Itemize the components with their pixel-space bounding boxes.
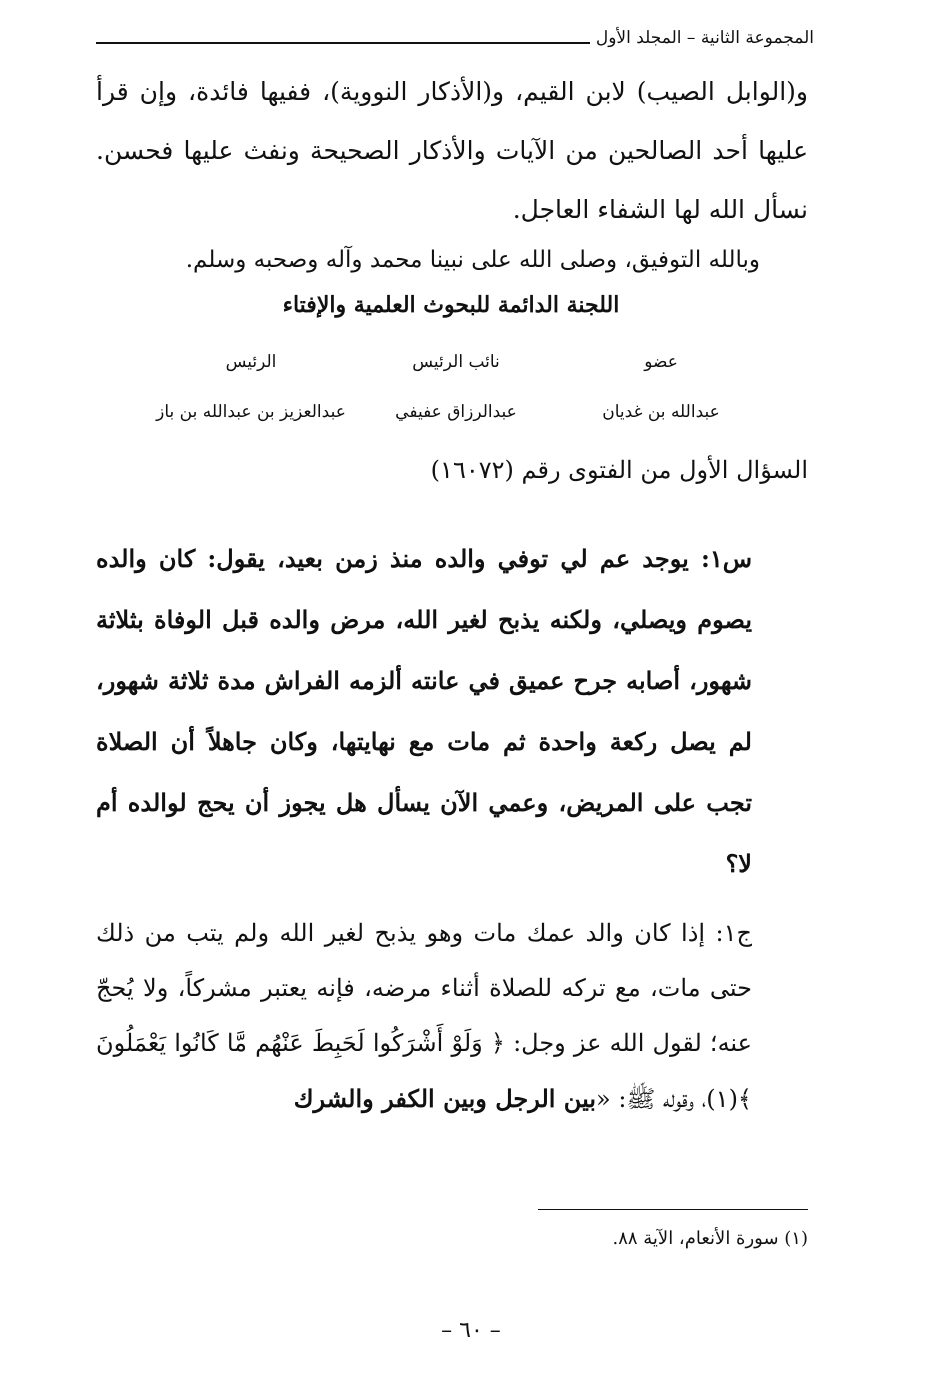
footnote: (١) سورة الأنعام، الآية ٨٨.	[612, 1228, 808, 1249]
role-deputy-chairman: نائب الرئيس	[412, 352, 500, 372]
name-member: عبدالله بن غديان	[602, 402, 720, 422]
hadith-quote: بين الرجل وبين الكفر والشرك	[293, 1084, 596, 1113]
running-header	[96, 10, 814, 50]
signatory-roles	[150, 340, 762, 372]
committee-title: اللجنة الدائمة للبحوث العلمية والإفتاء	[282, 292, 620, 318]
header-rule	[96, 42, 590, 44]
signatories-block	[150, 340, 762, 422]
fatwa-heading: السؤال الأول من الفتوى رقم (١٦٠٧٢)	[430, 456, 808, 484]
answer-text	[96, 906, 752, 1127]
signatory-names	[150, 378, 762, 422]
role-member: عضو	[644, 352, 678, 372]
name-deputy-chairman: عبدالرزاق عفيفي	[395, 402, 517, 422]
name-chairman: عبدالعزيز بن عبدالله بن باز	[156, 402, 346, 422]
page-number: – ٦٠ –	[441, 1318, 501, 1343]
role-chairman: الرئيس	[225, 352, 277, 372]
paragraph-closing: وبالله التوفيق، وصلى الله على نبينا محمد وآله وصحبه وسلم.	[185, 247, 760, 273]
answer-part-1: ج١: إذا كان والد عمك مات وهو يذبح لغير الله ولم يتب من ذلك حتى مات، مع تركه للصلاة أثناء مرضه، فإنه يعتبر مشركاً، ولا يُحجّ عنه؛ لقول الله عز وجل: ﴿ وَلَوْ أَشْرَكُوا لَحَبِطَ عَنْهُم مَّا كَانُوا يَعْمَلُونَ ﴾(١)، وقوله ﷺ: «	[96, 919, 752, 1113]
header-title: المجموعة الثانية – المجلد الأول	[595, 28, 814, 48]
footnote-rule	[538, 1209, 808, 1210]
question-text: س١: يوجد عم لي توفي والده منذ زمن بعيد، يقول: كان والده يصوم ويصلي، ولكنه يذبح لغير الله، مرض والده قبل الوفاة بثلاثة شهور، أصابه جرح عميق في عانته ألزمه الفراش مدة ثلاثة شهور، لم يصل ركعة واحدة ثم مات مع نهايتها، وكان جاهلاً أن الصلاة تجب على المريض، وعمي الآن يسأل هل يجوز أن يحج لوالده أم لا؟	[96, 544, 752, 878]
paragraph-remedy: و(الوابل الصيب) لابن القيم، و(الأذكار النووية)، ففيها فائدة، وإن قرأ عليها أحد الصالحين من الآيات والأذكار الصحيحة ونفث عليها فحسن. نسأل الله لها الشفاء العاجل.	[96, 77, 808, 224]
